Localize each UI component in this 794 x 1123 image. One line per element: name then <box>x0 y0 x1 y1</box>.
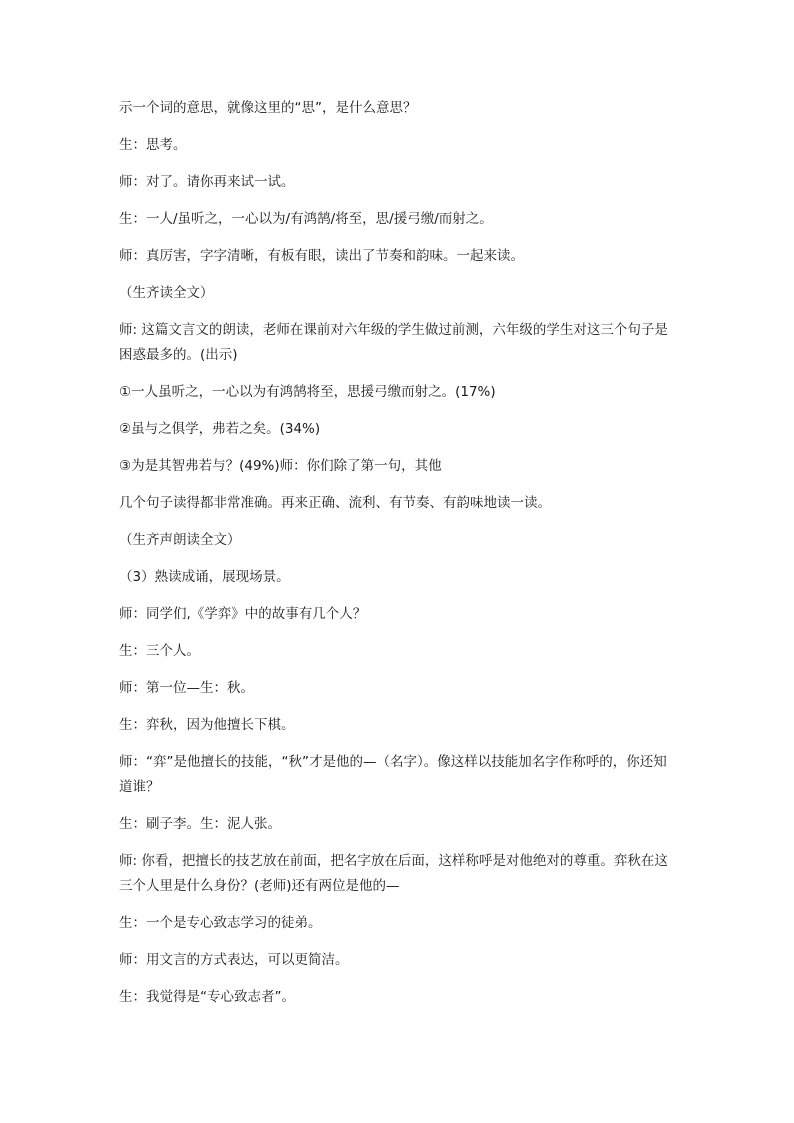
paragraph: ③为是其智弗若与？(49%)师：你们除了第一句，其他 <box>119 458 442 474</box>
paragraph: 师：同学们,《学弈》中的故事有几个人？ <box>119 606 367 622</box>
paragraph: 生：弈秋，因为他擅长下棋。 <box>119 717 295 733</box>
paragraph: 生：刷子李。生：泥人张。 <box>119 816 281 832</box>
paragraph: 师：用文言的方式表达，可以更简洁。 <box>119 952 349 968</box>
paragraph: 师: 你看，把擅长的技艺放在前面，把名字放在后面，这样称呼是对他绝对的尊重。弈秋在这三个人里是什么身份？(老师)还有两位是他的— <box>119 853 668 894</box>
paragraph: 生：思考。 <box>119 137 187 153</box>
paragraph: 师：真厉害，字字清晰，有板有眼，读出了节奏和韵味。一起来读。 <box>119 248 524 264</box>
paragraph: 师: 这篇文言文的朗读，老师在课前对六年级的学生做过前测，六年级的学生对这三个句子是困惑最多的。(出示) <box>119 322 668 363</box>
paragraph: 几个句子读得都非常准确。再来正确、流利、有节奏、有韵味地读一读。 <box>119 495 551 511</box>
paragraph: 生：三个人。 <box>119 643 200 659</box>
paragraph: ②虽与之俱学，弗若之矣。(34%) <box>119 421 321 437</box>
paragraph: （生齐声朗读全文） <box>119 532 241 548</box>
paragraph: 生：一人/虽听之，一心以为/有鸿鹄/将至，思/援弓缴/而射之。 <box>119 211 493 227</box>
paragraph: 师：对了。请你再来试一试。 <box>119 174 295 190</box>
paragraph: 生：一个是专心致志学习的徒弟。 <box>119 915 322 931</box>
paragraph: （3）熟读成诵，展现场景。 <box>119 569 290 585</box>
paragraph: （生齐读全文） <box>119 285 214 301</box>
document-body <box>119 96 679 1022</box>
paragraph: 师：“弈”是他擅长的技能，“秋”才是他的—（名字）。像这样以技能加名字作称呼的，你还知道谁？ <box>119 754 667 795</box>
paragraph: 师：第一位—生：秋。 <box>119 680 254 696</box>
paragraph: 生：我觉得是“专心致志者”。 <box>119 989 295 1005</box>
paragraph: ①一人虽听之，一心以为有鸿鹄将至，思援弓缴而射之。(17%) <box>119 384 496 400</box>
paragraph: 示一个词的意思，就像这里的“思”，是什么意思？ <box>119 100 417 116</box>
